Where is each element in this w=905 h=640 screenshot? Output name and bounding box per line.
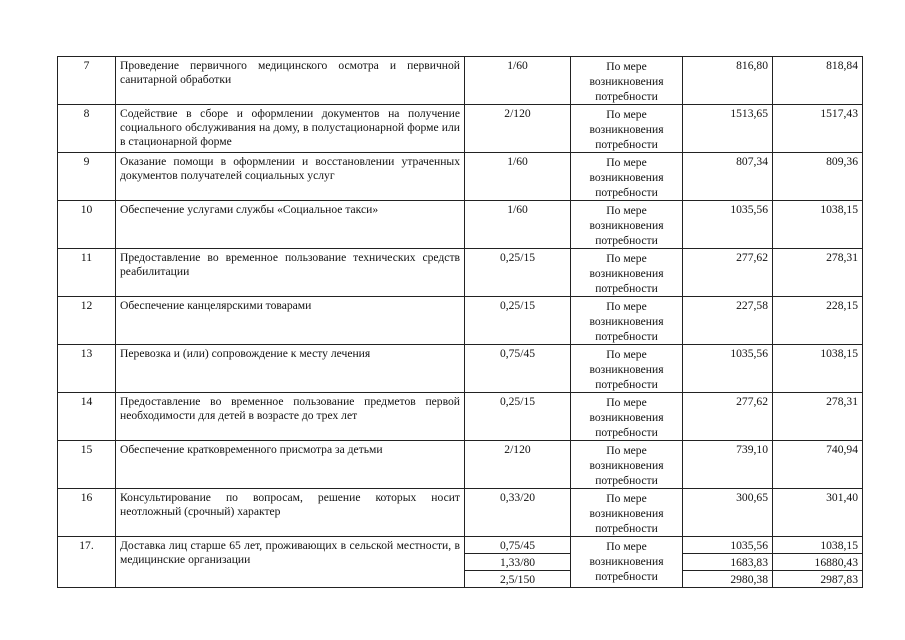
- service-frequency: [571, 57, 683, 105]
- price-value-2: 1517,43: [773, 105, 863, 153]
- table-row: [58, 441, 863, 489]
- frequency-line: По мере: [606, 396, 647, 409]
- frequency-line: потребности: [595, 234, 658, 247]
- service-name: Содействие в сборе и оформлении документов на получение социального обслуживания на дому, в полустационарной форме или в стационарной форме: [116, 105, 465, 153]
- price-value: 277,62: [683, 249, 773, 297]
- row-number: 13: [58, 345, 116, 393]
- service-volume: 1/60: [465, 57, 571, 105]
- service-frequency: [571, 249, 683, 297]
- service-name: Перевозка и (или) сопровождение к месту лечения: [116, 345, 465, 393]
- frequency-line: потребности: [595, 90, 658, 103]
- frequency-line: По мере: [606, 444, 647, 457]
- frequency-line: По мере: [606, 204, 647, 217]
- frequency-line: возникновения: [589, 459, 664, 472]
- frequency-line: возникновения: [589, 171, 664, 184]
- frequency-line: потребности: [595, 522, 658, 535]
- service-volume: 2/120: [465, 441, 571, 489]
- frequency-line: потребности: [595, 474, 658, 487]
- frequency-line: возникновения: [589, 75, 664, 88]
- frequency-line: По мере: [606, 300, 647, 313]
- service-volume: 0,33/20: [465, 489, 571, 537]
- table-row: [58, 345, 863, 393]
- price-value: 1035,56: [683, 345, 773, 393]
- frequency-line: возникновения: [589, 411, 664, 424]
- service-volume: 0,25/15: [465, 297, 571, 345]
- row-number: 8: [58, 105, 116, 153]
- service-frequency: [571, 201, 683, 249]
- frequency-line: По мере: [606, 252, 647, 265]
- price-value: 1513,65: [683, 105, 773, 153]
- price-value: 1683,83: [683, 554, 773, 571]
- frequency-line: потребности: [595, 138, 658, 151]
- frequency-line: потребности: [595, 282, 658, 295]
- service-name: Проведение первичного медицинского осмотра и первичной санитарной обработки: [116, 57, 465, 105]
- service-frequency: [571, 537, 683, 588]
- price-value-2: 278,31: [773, 249, 863, 297]
- service-volume: 1/60: [465, 201, 571, 249]
- row-number: 14: [58, 393, 116, 441]
- service-name: Предоставление во временное пользование предметов первой необходимости для детей в возрасте до трех лет: [116, 393, 465, 441]
- service-frequency: [571, 489, 683, 537]
- frequency-line: возникновения: [589, 267, 664, 280]
- price-value: 300,65: [683, 489, 773, 537]
- price-value: 739,10: [683, 441, 773, 489]
- service-name: Обеспечение кратковременного присмотра за детьми: [116, 441, 465, 489]
- row-number: 17.: [58, 537, 116, 588]
- frequency-line: возникновения: [589, 315, 664, 328]
- frequency-line: потребности: [595, 426, 658, 439]
- table-row: [58, 201, 863, 249]
- service-frequency: [571, 105, 683, 153]
- price-value-2: 2987,83: [773, 571, 863, 588]
- price-value: 816,80: [683, 57, 773, 105]
- row-number: 9: [58, 153, 116, 201]
- price-value-2: 818,84: [773, 57, 863, 105]
- price-value: 2980,38: [683, 571, 773, 588]
- table-row: [58, 489, 863, 537]
- frequency-line: По мере: [606, 156, 647, 169]
- row-number: 10: [58, 201, 116, 249]
- service-name: Обеспечение услугами службы «Социальное такси»: [116, 201, 465, 249]
- service-volume: 0,75/45: [465, 345, 571, 393]
- service-name: Предоставление во временное пользование технических средств реабилитации: [116, 249, 465, 297]
- service-volume: 2,5/150: [465, 571, 571, 588]
- price-value-2: 740,94: [773, 441, 863, 489]
- price-value-2: 16880,43: [773, 554, 863, 571]
- service-frequency: [571, 441, 683, 489]
- service-name: Оказание помощи в оформлении и восстановлении утраченных документов получателей социальных услуг: [116, 153, 465, 201]
- service-name: Доставка лиц старше 65 лет, проживающих в сельской местности, в медицинские организации: [116, 537, 465, 588]
- frequency-line: По мере: [606, 108, 647, 121]
- table-row: [58, 153, 863, 201]
- row-number: 15: [58, 441, 116, 489]
- service-frequency: [571, 297, 683, 345]
- price-value-2: 1038,15: [773, 201, 863, 249]
- table-row: [58, 297, 863, 345]
- frequency-line: потребности: [595, 570, 658, 583]
- services-price-table: [57, 56, 863, 588]
- frequency-line: возникновения: [589, 555, 664, 568]
- service-name: Консультирование по вопросам, решение которых носит неотложный (срочный) характер: [116, 489, 465, 537]
- row-number: 12: [58, 297, 116, 345]
- price-value: 277,62: [683, 393, 773, 441]
- service-volume: 0,25/15: [465, 249, 571, 297]
- service-frequency: [571, 345, 683, 393]
- frequency-line: По мере: [606, 348, 647, 361]
- table-row: [58, 249, 863, 297]
- frequency-line: возникновения: [589, 123, 664, 136]
- frequency-line: По мере: [606, 492, 647, 505]
- service-name: Обеспечение канцелярскими товарами: [116, 297, 465, 345]
- table-body: [58, 57, 863, 588]
- row-number: 11: [58, 249, 116, 297]
- price-value: 1035,56: [683, 201, 773, 249]
- price-value-2: 1038,15: [773, 345, 863, 393]
- table-row: [58, 537, 863, 554]
- frequency-line: потребности: [595, 186, 658, 199]
- frequency-line: По мере: [606, 60, 647, 73]
- frequency-line: возникновения: [589, 363, 664, 376]
- frequency-line: По мере: [606, 540, 647, 553]
- table-row: [58, 57, 863, 105]
- price-value-2: 278,31: [773, 393, 863, 441]
- row-number: 7: [58, 57, 116, 105]
- price-value: 1035,56: [683, 537, 773, 554]
- price-value: 807,34: [683, 153, 773, 201]
- price-value-2: 228,15: [773, 297, 863, 345]
- frequency-line: потребности: [595, 330, 658, 343]
- frequency-line: потребности: [595, 378, 658, 391]
- price-value-2: 301,40: [773, 489, 863, 537]
- service-volume: 1,33/80: [465, 554, 571, 571]
- table-row: [58, 105, 863, 153]
- service-volume: 0,25/15: [465, 393, 571, 441]
- service-frequency: [571, 393, 683, 441]
- table-row: [58, 393, 863, 441]
- row-number: 16: [58, 489, 116, 537]
- service-volume: 1/60: [465, 153, 571, 201]
- service-volume: 0,75/45: [465, 537, 571, 554]
- price-value-2: 1038,15: [773, 537, 863, 554]
- service-volume: 2/120: [465, 105, 571, 153]
- service-frequency: [571, 153, 683, 201]
- price-value-2: 809,36: [773, 153, 863, 201]
- frequency-line: возникновения: [589, 507, 664, 520]
- price-value: 227,58: [683, 297, 773, 345]
- frequency-line: возникновения: [589, 219, 664, 232]
